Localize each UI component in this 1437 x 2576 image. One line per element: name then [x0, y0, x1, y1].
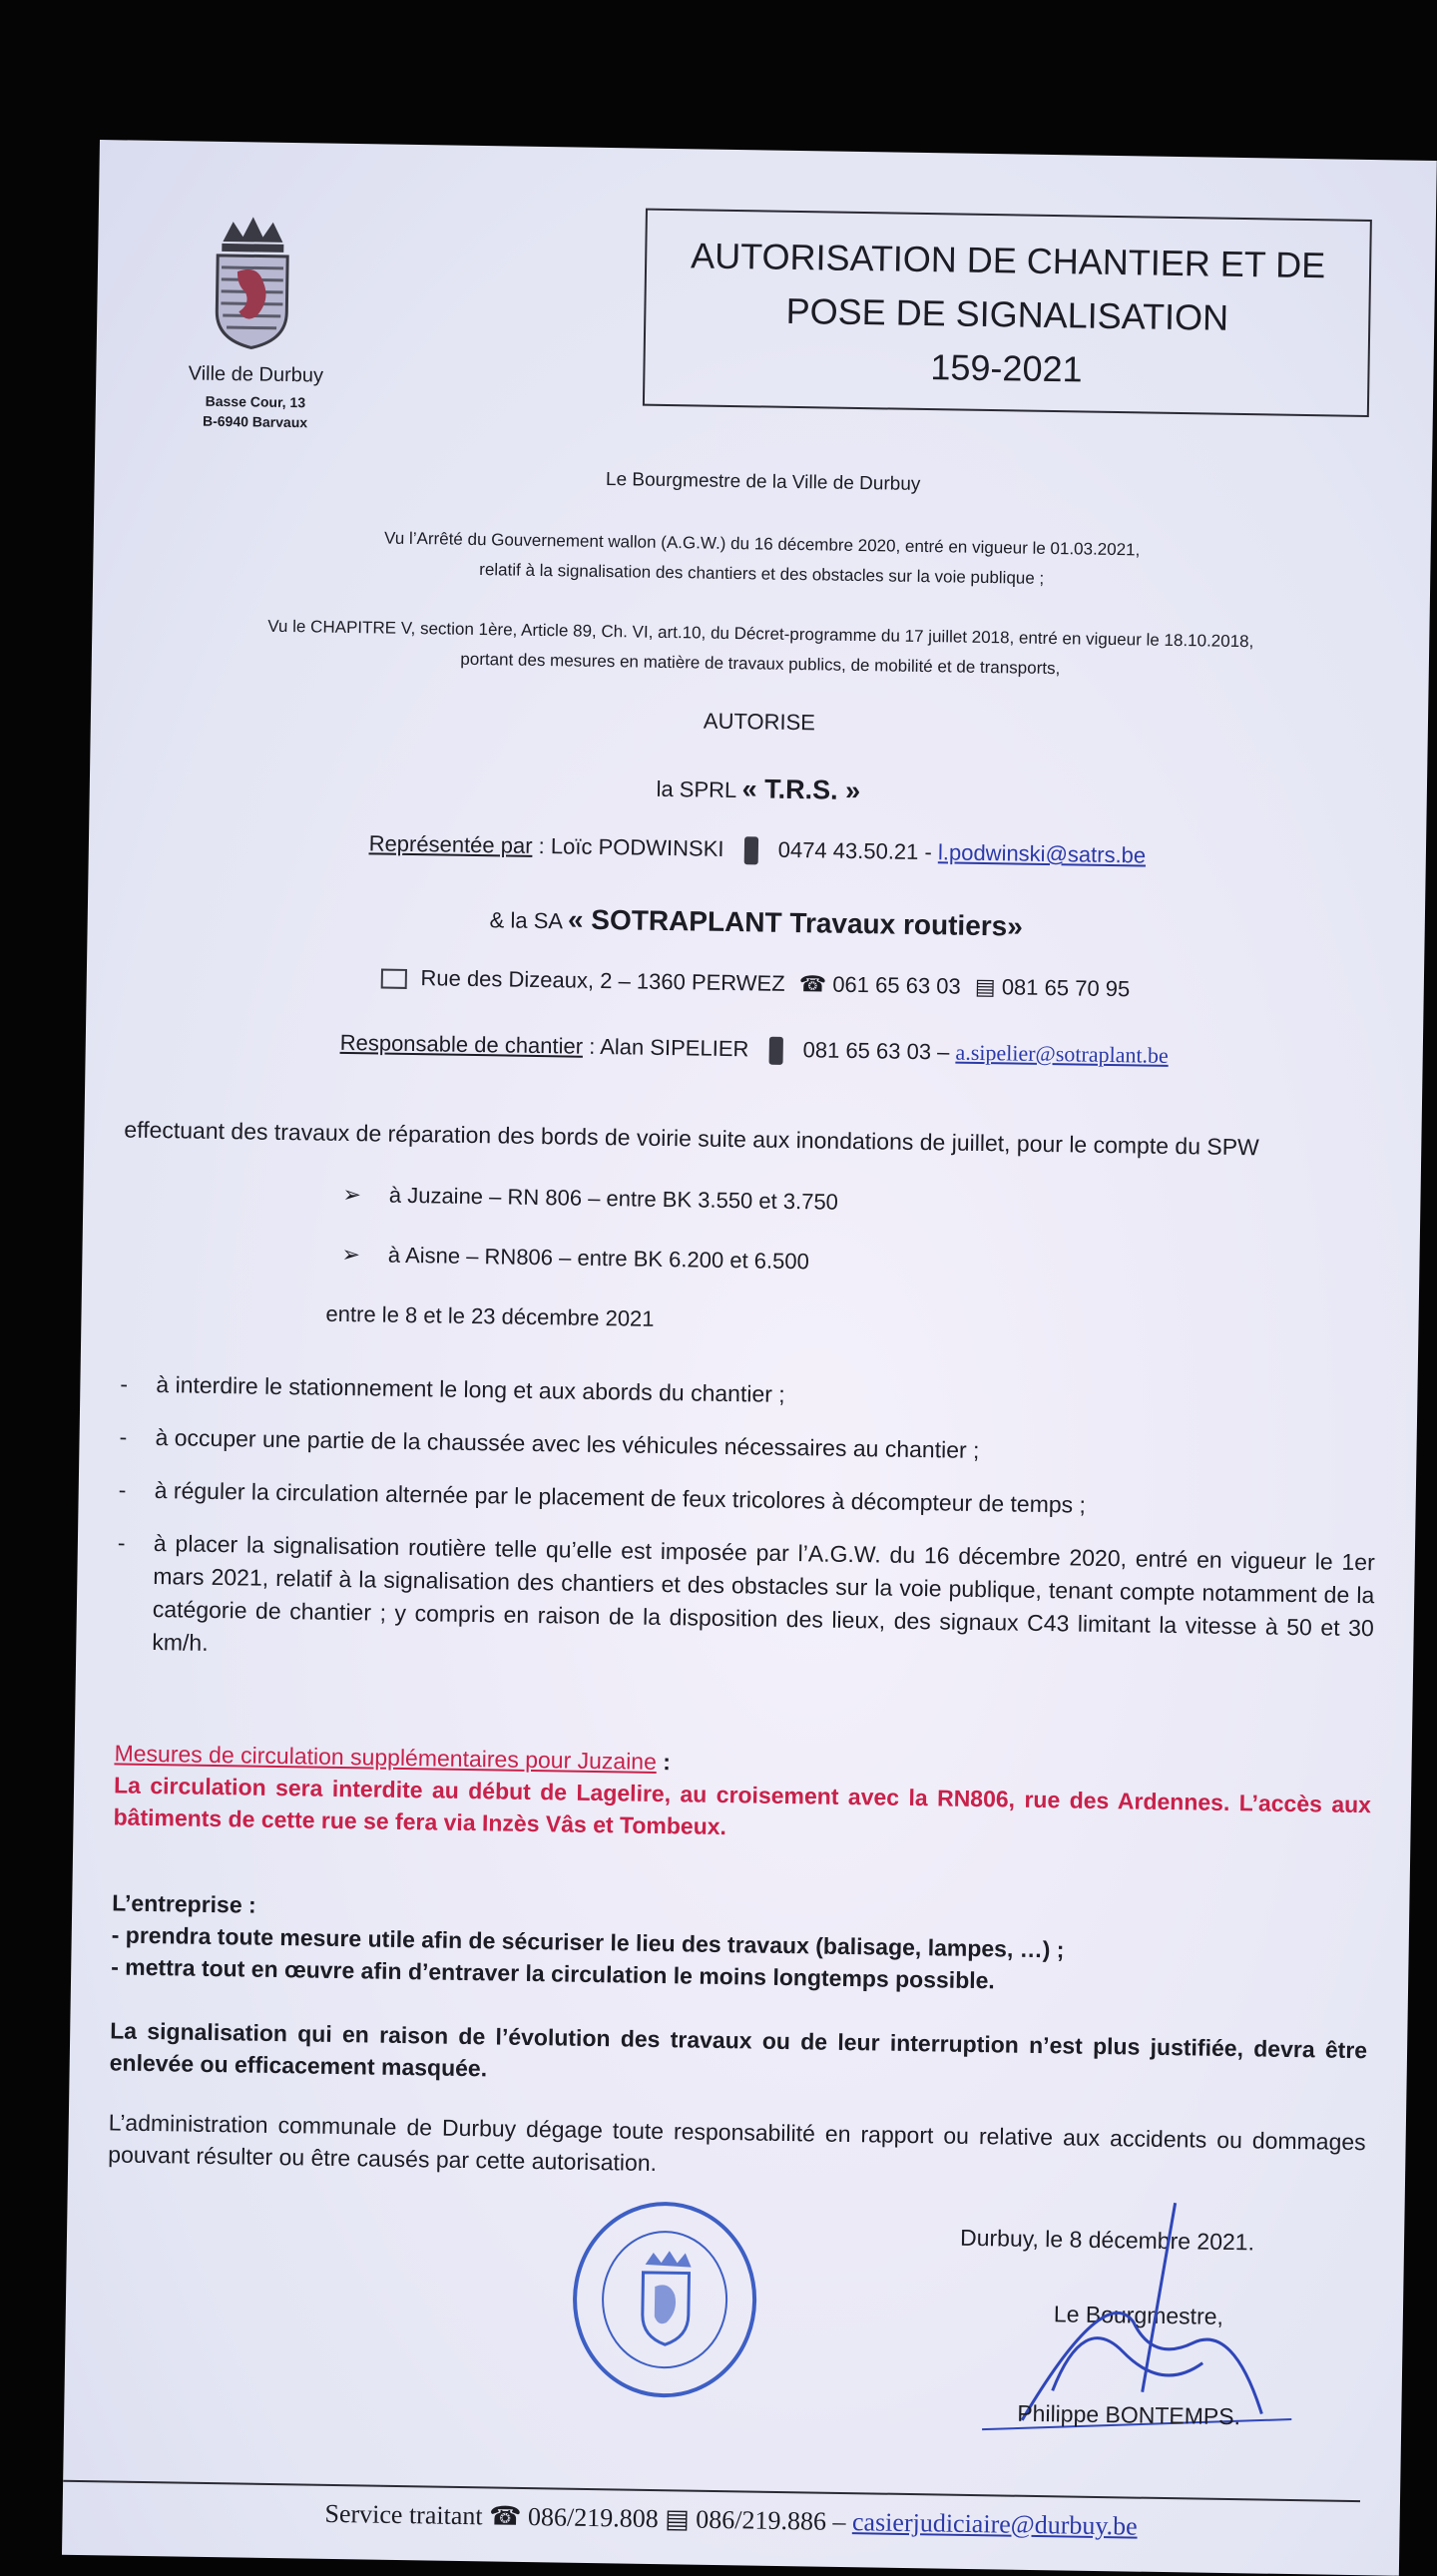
- resp-label: Responsable de chantier: [339, 1029, 584, 1059]
- works-description: effectuant des travaux de réparation des bords de voirie suite aux inondations de juillet, pour le compte du SPW: [124, 1116, 1259, 1161]
- sprl-name: « T.R.S. »: [741, 773, 861, 806]
- list-item-text: à interdire le stationnement le long et aux abords du chantier ;: [156, 1371, 785, 1407]
- location-item-juzaine: [342, 1182, 838, 1216]
- durbuy-crest-logo: [207, 212, 298, 352]
- location-item-aisne: [341, 1242, 809, 1275]
- title-number: 159-2021: [930, 346, 1083, 390]
- town-address: [155, 390, 355, 433]
- signature-role: Le Bourgmestre,: [1053, 2301, 1224, 2329]
- title-line-1: AUTORISATION DE CHANTIER ET DE: [690, 235, 1326, 286]
- signatory-name: Philippe BONTEMPS.: [1017, 2399, 1241, 2430]
- list-item: - à interdire le stationnement le long et aux abords du chantier ;: [120, 1367, 1377, 1420]
- mesures-section: [113, 1737, 1371, 1852]
- arrow-bullet-icon: ➢: [342, 1181, 362, 1208]
- municipal-seal-stamp: [563, 2194, 765, 2406]
- fax-icon: ▤: [664, 2504, 691, 2534]
- autorise-heading: AUTORISE: [703, 708, 816, 736]
- footer-tel: 086/219.808: [527, 2502, 659, 2534]
- site-manager-line: [86, 1026, 1423, 1075]
- vu2-line-2: portant des mesures en matière de travaux publics, de mobilité et de transports,: [460, 649, 1061, 679]
- rep-name: : Loïc PODWINSKI: [538, 832, 724, 861]
- sa-fax: 081 65 70 95: [1001, 974, 1131, 1002]
- rep-phone: 0474 43.50.21 -: [777, 836, 933, 865]
- footer-fax: 086/219.886 –: [696, 2504, 846, 2537]
- arrow-bullet-icon: ➢: [341, 1241, 361, 1268]
- vu1-line-1: Vu l’Arrêté du Gouvernement wallon (A.G.W.) du 16 décembre 2020, entré en vigueur le 01.03.2021,: [383, 528, 1141, 560]
- list-item: - à réguler la circulation alternée par le placement de feux tricolores à décompteur de temps ;: [118, 1473, 1375, 1526]
- address-line-1: Basse Cour, 13: [205, 392, 306, 411]
- representative-line: [89, 826, 1426, 875]
- mesures-heading: Mesures de circulation supplémentaires pour Juzaine: [114, 1740, 658, 1775]
- vu2-line-1: Vu le CHAPITRE V, section 1ère, Article 89, Ch. VI, art.10, du Décret-programme du 17 juillet 2018, entré en vigueur le 18.10.2018,: [267, 616, 1254, 652]
- sa-line: [88, 896, 1425, 949]
- footer-label: Service traitant: [324, 2498, 483, 2531]
- bourgmestre-heading: Le Bourgmestre de la Ville de Durbuy: [605, 469, 921, 495]
- vu-paragraph-2: [92, 609, 1430, 690]
- rep-email-link[interactable]: l.podwinski@satrs.be: [937, 839, 1147, 868]
- entreprise-section: [111, 1886, 1369, 2002]
- signalisation-note: La signalisation qui en raison de l’évolution des travaux ou de leur interruption n’est plus justifiée, devra être enlevée ou efficacement masquée.: [109, 2017, 1368, 2082]
- entreprise-item-1: - prendra toute mesure utile afin de sécuriser le lieu des travaux (balisage, lampes, …) ;: [111, 1921, 1065, 1963]
- list-item-text: à occuper une partie de la chaussée avec les véhicules nécessaires au chantier ;: [155, 1424, 980, 1464]
- resp-name: : Alan SIPELIER: [589, 1033, 749, 1062]
- sa-address: Rue des Dizeaux, 2 – 1360 PERWEZ: [420, 965, 785, 996]
- vu-paragraph-1: [93, 519, 1431, 600]
- resp-email-link[interactable]: a.sipelier@sotraplant.be: [955, 1039, 1170, 1068]
- rep-label: Représentée par: [368, 830, 533, 858]
- fax-icon: ▤: [974, 973, 996, 1000]
- mesures-text: La circulation sera interdite au début de Lagelire, au croisement avec la RN806, rue des Ardennes. L’accès aux bâtiments de cette rue se fera via Inzès Vâs et Tombeux.: [113, 1772, 1372, 1840]
- footer-email-link[interactable]: casierjudiciaire@durbuy.be: [851, 2507, 1138, 2541]
- telephone-icon: ☎: [798, 971, 827, 997]
- location-2: à Aisne – RN806 – entre BK 6.200 et 6.500: [387, 1242, 810, 1275]
- list-item-text: à placer la signalisation routière telle qu’elle est imposée par l’A.G.W. du 16 décembre 2020, entré en vigueur le 1er mars 2021, relatif à la signalisation des chantiers et des obstacles sur la voie publique, tenant compte notamment de la catégorie de chantier ; y compris en raison de la disposition des lieux, des signaux C43 limitant la vitesse à 50 et 30 km/h.: [152, 1530, 1375, 1656]
- sa-name: « SOTRAPLANT Travaux routiers»: [567, 903, 1024, 942]
- admin-note: L’administration communale de Durbuy dégage toute responsabilité en rapport ou relative aux accidents ou dommages pouvant résulter ou être causés par cette autorisation.: [108, 2109, 1366, 2177]
- vu1-line-2: relatif à la signalisation des chantiers et des obstacles sur la voie publique ;: [479, 560, 1045, 588]
- list-item: - à occuper une partie de la chaussée avec les véhicules nécessaires au chantier ;: [119, 1420, 1376, 1473]
- resp-phone: 081 65 63 03 –: [802, 1037, 950, 1065]
- mesures-heading-suffix: :: [656, 1748, 672, 1776]
- title-line-2: POSE DE SIGNALISATION: [785, 289, 1229, 338]
- sa-tel: 061 65 63 03: [832, 971, 961, 999]
- location-1: à Juzaine – RN 806 – entre BK 3.550 et 3.750: [388, 1182, 839, 1215]
- sprl-line: [90, 764, 1427, 815]
- sprl-prefix: la SPRL: [656, 775, 736, 803]
- address-line-2: B-6940 Barvaux: [202, 412, 308, 431]
- list-item: - à placer la signalisation routière telle qu’elle est imposée par l’A.G.W. du 16 décembre 2020, entré en vigueur le 1er mars 2021, relatif à la signalisation des chantiers et des obstacles sur la voie publique, tenant compte notamment de la catégorie de chantier ; y compris en raison de la disposition des lieux, des signaux C43 limitant la vitesse à 50 et 30 km/h.: [116, 1526, 1375, 1678]
- title-box: [643, 209, 1372, 417]
- work-period: entre le 8 et le 23 décembre 2021: [325, 1300, 655, 1331]
- authorization-list: [116, 1367, 1377, 1678]
- telephone-icon: ☎: [488, 2501, 522, 2531]
- entreprise-heading: L’entreprise :: [112, 1889, 256, 1918]
- envelope-icon: [380, 969, 406, 989]
- signature-place-date: Durbuy, le 8 décembre 2021.: [959, 2224, 1255, 2256]
- list-item-text: à réguler la circulation alternée par le placement de feux tricolores à décompteur de temps ;: [154, 1477, 1087, 1518]
- mobile-phone-icon: [743, 836, 757, 864]
- sa-address-line: [87, 960, 1424, 1007]
- entreprise-item-2: - mettra tout en œuvre afin d’entraver la circulation le moins longtemps possible.: [111, 1953, 996, 1994]
- sa-prefix: & la SA: [489, 907, 563, 934]
- footer-contact-line: [62, 2495, 1399, 2546]
- document-page: [62, 140, 1437, 2576]
- town-name: Ville de Durbuy: [188, 362, 324, 387]
- mobile-phone-icon: [768, 1037, 782, 1065]
